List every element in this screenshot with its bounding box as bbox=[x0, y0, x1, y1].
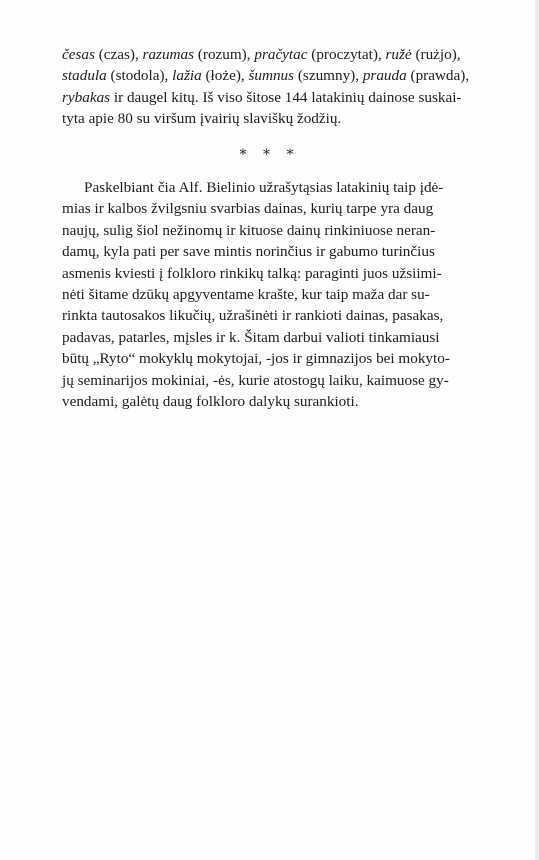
word-lithuanian: česas bbox=[62, 46, 95, 63]
text-run: (czas), bbox=[94, 46, 143, 63]
paragraph-line: padavas, patarles, mįsles ir k. Šitam darbui valioti tinkamiausi bbox=[62, 328, 440, 346]
paragraph-line: asmenis kviesti į folkloro rinkikų talką: paraginti juos užsiimi- bbox=[62, 264, 442, 282]
page-edge-shadow bbox=[535, 0, 539, 860]
paragraph-line bbox=[62, 65, 498, 86]
text-run: (prawda), bbox=[406, 67, 470, 85]
text-run: (łoże), bbox=[201, 67, 249, 85]
paragraph-line: nėti šitame dzūkų apgyventame krašte, kur taip maža dar su- bbox=[62, 285, 430, 303]
paragraph-line: mias ir kalbos žvilgsniu svarbias dainas, kurių tarpe yra daug bbox=[62, 200, 434, 218]
paragraph-slavic-words bbox=[62, 44, 498, 130]
paragraph-line: būtų „Ryto“ mokyklų mokytojai, -jos ir gimnazijos bei mokyto- bbox=[62, 350, 450, 368]
paragraph-line bbox=[62, 44, 498, 65]
paragraph-line: naujų, sulig šiol nežinomų ir kituose dainų rinkiniuose neran- bbox=[62, 221, 436, 239]
text-run: (rużjo), bbox=[411, 46, 461, 63]
paragraph-line: Paskelbiant čia Alf. Bielinio užrašytąsias latakinių taip įdė- bbox=[84, 179, 444, 196]
paragraph-line: damų, kyla pati per save mintis norinčius ir gabumo turinčius bbox=[62, 243, 435, 261]
paragraph-line: rinkta tautosakos likučių, užrašinėti ir rankioti dainas, pasakas, bbox=[62, 307, 444, 325]
word-lithuanian: stadula bbox=[62, 67, 107, 85]
text-run: (stodola), bbox=[106, 67, 173, 85]
paragraph-line: vendami, galėtų daug folkloro dalykų surankioti. bbox=[62, 392, 359, 410]
word-lithuanian: pračytac bbox=[254, 46, 308, 63]
section-separator: * * * bbox=[239, 147, 300, 163]
text-run: tyta apie 80 su viršum įvairių slaviškų žodžių. bbox=[62, 110, 342, 128]
word-lithuanian: lažia bbox=[172, 67, 202, 85]
paragraph-line: jų seminarijos mokiniai, -ės, kurie atostogų laiku, kaimuose gy- bbox=[62, 371, 449, 389]
word-lithuanian: šumnus bbox=[248, 67, 295, 85]
word-lithuanian: ružė bbox=[385, 46, 412, 63]
text-run: ir daugel kitų. Iš viso šitose 144 latakinių dainose suskai- bbox=[110, 88, 462, 106]
text-run: (rozum), bbox=[194, 46, 255, 63]
paragraph-line bbox=[62, 108, 498, 129]
word-lithuanian: rybakas bbox=[62, 88, 111, 106]
word-lithuanian: prauda bbox=[362, 67, 407, 85]
paragraph-folklore-appeal bbox=[62, 177, 498, 412]
text-run: (szumny), bbox=[294, 67, 363, 85]
text-run: (proczytat), bbox=[307, 46, 386, 63]
word-lithuanian: razumas bbox=[142, 46, 195, 63]
paragraph-line bbox=[62, 87, 498, 108]
